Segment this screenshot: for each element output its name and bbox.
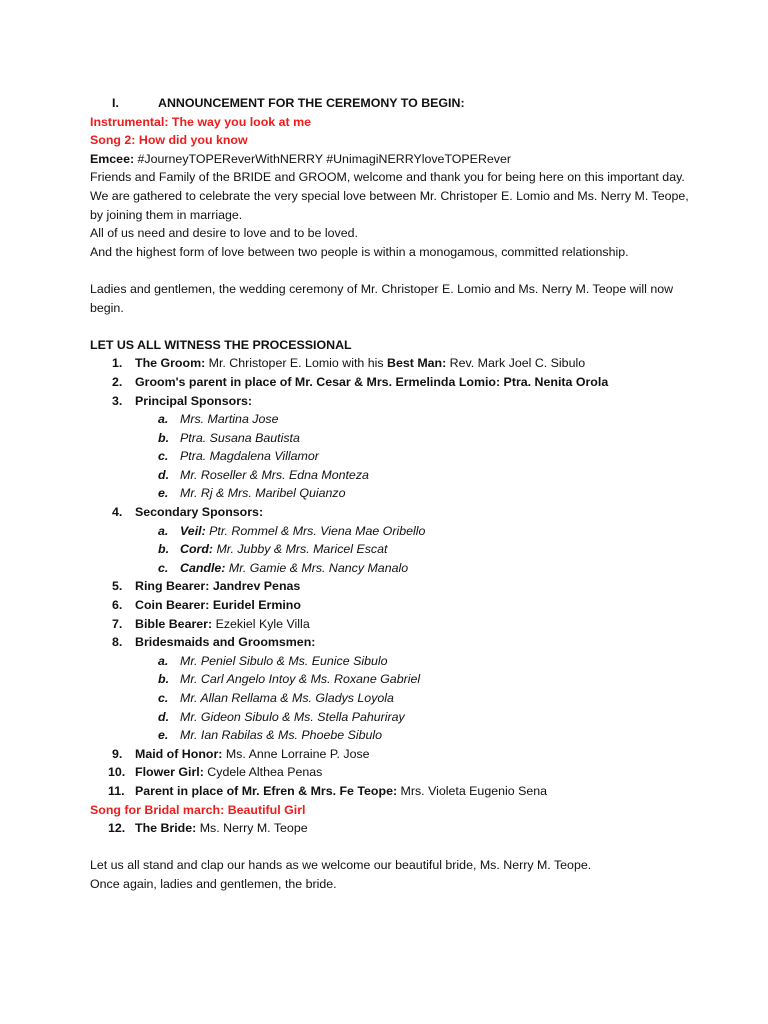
item-text: Rev. Mark Joel C. Sibulo	[446, 356, 586, 371]
section-number: I.	[112, 96, 119, 110]
closing-line: Let us all stand and clap our hands as we welcome our beautiful bride, Ms. Nerry M. Teope.	[90, 858, 592, 873]
item-text: Cydele Althea Penas	[203, 765, 323, 780]
sub-key: Cord:	[180, 542, 214, 557]
item-label: Coin Bearer:	[135, 598, 210, 613]
sub-item	[90, 559, 728, 578]
sub-letter: a.	[158, 523, 169, 538]
list-item	[90, 782, 728, 801]
sub-item	[90, 670, 728, 689]
list-item	[90, 373, 728, 392]
sub-letter: a.	[158, 412, 169, 427]
sub-item	[90, 689, 728, 708]
sub-text: Mr. Jubby & Mrs. Maricel Escat	[213, 542, 388, 557]
item-number: 11.	[108, 783, 125, 798]
list-item	[90, 819, 728, 838]
paragraph1-line: by joining them in marriage.	[90, 207, 243, 222]
item-text: Ptra. Nenita Orola	[500, 374, 609, 389]
sub-text: Mr. Allan Rellama & Ms. Gladys Loyola	[180, 691, 394, 705]
sub-text: Ptra. Magdalena Villamor	[180, 449, 319, 464]
item-label: Parent in place of Mr. Efren & Mrs. Fe Teope:	[135, 783, 398, 798]
item-label: Bridesmaids and Groomsmen:	[135, 635, 316, 650]
item-label: Groom's parent in place of Mr. Cesar & Mrs. Ermelinda Lomio:	[135, 374, 501, 389]
sub-letter: d.	[158, 709, 170, 724]
sub-text: Mr. Ian Rabilas & Ms. Phoebe Sibulo	[180, 728, 383, 743]
item-label: Best Man:	[387, 356, 447, 371]
item-number: 8.	[112, 635, 123, 650]
section-heading	[90, 94, 728, 113]
instrumental-line: Instrumental: The way you look at me	[90, 114, 312, 129]
sub-item	[90, 708, 728, 727]
item-label: Maid of Honor:	[135, 746, 223, 761]
item-text: Ms. Nerry M. Teope	[196, 821, 308, 836]
item-number: 2.	[112, 374, 123, 389]
paragraph2-line: Ladies and gentlemen, the wedding ceremony of Mr. Christoper E. Lomio and Ms. Nerry M. Teope will now	[90, 281, 674, 296]
item-text: Jandrev Penas	[209, 579, 301, 594]
emcee-line	[90, 150, 728, 169]
sub-text: Mr. Gideon Sibulo & Ms. Stella Pahuriray	[180, 709, 405, 724]
item-text: Mrs. Violeta Eugenio Sena	[397, 783, 548, 798]
list-item	[90, 354, 728, 373]
sub-text: Mr. Roseller & Mrs. Edna Monteza	[180, 467, 369, 482]
spacer	[90, 261, 728, 280]
sub-text: Mr. Gamie & Mrs. Nancy Manalo	[225, 560, 409, 575]
list-item	[90, 745, 728, 764]
sub-letter: c.	[158, 449, 169, 464]
sub-letter: c.	[158, 560, 169, 575]
list-item	[90, 503, 728, 522]
sub-text: Ptr. Rommel & Mrs. Viena Mae Oribello	[205, 523, 426, 538]
paragraph1-line: And the highest form of love between two people is within a monogamous, committed relationship.	[90, 244, 629, 259]
item-label: The Bride:	[135, 821, 197, 836]
item-number: 12.	[108, 821, 126, 836]
spacer	[90, 317, 728, 336]
sub-item	[90, 726, 728, 745]
item-number: 3.	[112, 393, 123, 408]
sub-letter: e.	[158, 486, 169, 501]
sub-item	[90, 652, 728, 671]
item-number: 5.	[112, 579, 123, 594]
section-title: ANNOUNCEMENT FOR THE CEREMONY TO BEGIN:	[158, 96, 465, 110]
item-text: Mr. Christoper E. Lomio with his	[205, 356, 388, 371]
sub-item	[90, 410, 728, 429]
sub-letter: b.	[158, 672, 170, 687]
sub-text: Mr. Peniel Sibulo & Ms. Eunice Sibulo	[180, 653, 388, 668]
sub-item	[90, 447, 728, 466]
item-label: Secondary Sponsors:	[135, 505, 264, 520]
sub-letter: d.	[158, 467, 170, 482]
sub-item	[90, 429, 728, 448]
paragraph1-line: We are gathered to celebrate the very special love between Mr. Christoper E. Lomio and Ms. Nerry M. Teope,	[90, 188, 689, 203]
item-label: Flower Girl:	[135, 765, 204, 780]
list-item	[90, 633, 728, 652]
item-label: Bible Bearer:	[135, 616, 213, 631]
sub-letter: c.	[158, 691, 169, 705]
item-number: 6.	[112, 598, 123, 613]
list-item	[90, 577, 728, 596]
bridal-song-line: Song for Bridal march: Beautiful Girl	[90, 802, 306, 817]
list-item	[90, 392, 728, 411]
sub-text: Mrs. Martina Jose	[180, 412, 279, 427]
list-item	[90, 596, 728, 615]
sub-key: Candle:	[180, 560, 226, 575]
item-text: Ezekiel Kyle Villa	[212, 616, 310, 631]
item-text: Ms. Anne Lorraine P. Jose	[222, 746, 370, 761]
sub-key: Veil:	[180, 523, 206, 538]
item-number: 4.	[112, 505, 123, 520]
sub-item	[90, 466, 728, 485]
sub-letter: b.	[158, 430, 170, 445]
list-item	[90, 763, 728, 782]
item-label: Ring Bearer:	[135, 579, 210, 594]
song2-line: Song 2: How did you know	[90, 133, 248, 148]
sub-letter: a.	[158, 653, 169, 668]
sub-text: Mr. Carl Angelo Intoy & Ms. Roxane Gabriel	[180, 672, 421, 687]
processional-title: LET US ALL WITNESS THE PROCESSIONAL	[90, 337, 352, 352]
emcee-text: #JourneyTOPEReverWithNERRY #UnimagiNERRYloveTOPERever	[134, 151, 512, 166]
item-label: The Groom:	[135, 356, 206, 371]
item-text: Euridel Ermino	[209, 598, 301, 613]
sub-item	[90, 540, 728, 559]
sub-text: Mr. Rj & Mrs. Maribel Quianzo	[180, 486, 346, 501]
paragraph1-line: Friends and Family of the BRIDE and GROOM, welcome and thank you for being here on this important day.	[90, 170, 685, 185]
item-number: 9.	[112, 746, 123, 761]
sub-item	[90, 484, 728, 503]
sub-item	[90, 522, 728, 541]
emcee-label: Emcee:	[90, 151, 135, 166]
sub-letter: b.	[158, 542, 170, 557]
sub-letter: e.	[158, 728, 169, 743]
item-label: Principal Sponsors:	[135, 393, 253, 408]
paragraph2-line: begin.	[90, 300, 124, 315]
sub-text: Ptra. Susana Bautista	[180, 430, 300, 445]
item-number: 1.	[112, 356, 123, 371]
list-item	[90, 615, 728, 634]
item-number: 7.	[112, 616, 123, 631]
spacer	[90, 838, 728, 857]
closing-line: Once again, ladies and gentlemen, the bride.	[90, 876, 337, 891]
item-number: 10.	[108, 765, 126, 780]
paragraph1-line: All of us need and desire to love and to be loved.	[90, 226, 358, 241]
